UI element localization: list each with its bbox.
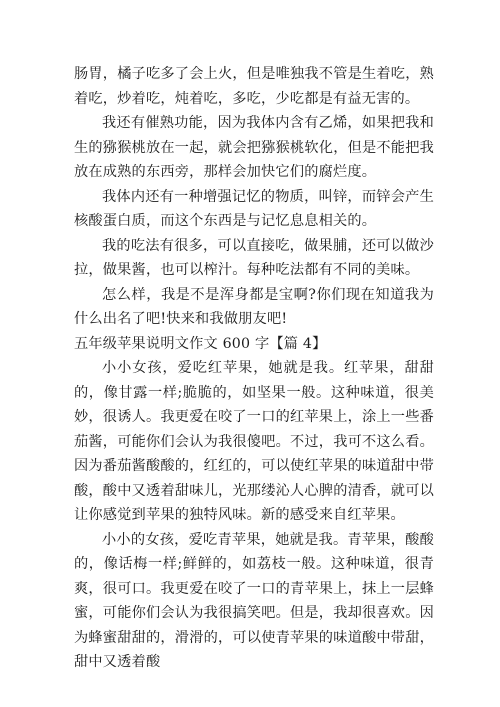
paragraph-eating-methods: 我的吃法有很多，可以直接吃，做果脯，还可以做沙拉，做果酱，也可以榨汁。每种吃法都有不同的美味。 <box>74 237 434 278</box>
section-heading: 五年级苹果说明文作文 600 字【篇 4】 <box>74 335 327 352</box>
paragraph-ripening: 我还有催熟功能，因为我体内含有乙烯，如果把我和生的猕猴桃放在一起，就会把猕猴桃软化，但是不能把我放在成熟的东西旁，那样会加快它们的腐烂度。 <box>74 115 434 180</box>
paragraph-green-apple: 小小的女孩，爱吃青苹果，她就是我。青苹果，酸酸的，像话梅一样;鲜鲜的，如荔枝一般。这种味道，很青爽，很可口。我更爱在咬了一口的青苹果上，抹上一层蜂蜜，可能你们会认为我很搞笑吧。但是，我却很喜欢。因为蜂蜜甜甜的，滑滑的，可以使青苹果的味道酸中带甜，甜中又透着酸 <box>74 531 434 670</box>
paragraph-zinc: 我体内还有一种增强记忆的物质，叫锌，而锌会产生核酸蛋白质，而这个东西是与记忆息息相关的。 <box>74 188 434 229</box>
paragraph-conclusion: 怎么样，我是不是浑身都是宝啊?你们现在知道我为什么出名了吧!快来和我做朋友吧! <box>74 286 434 327</box>
paragraph-red-apple: 小小女孩，爱吃红苹果，她就是我。红苹果，甜甜的，像甘露一样;脆脆的，如坚果一般。这种味道，很美妙，很诱人。我更爱在咬了一口的红苹果上，涂上一些番茄酱，可能你们会认为我很傻吧。不过，我可不这么看。因为番茄酱酸酸的，红红的，可以使红苹果的味道甜中带酸，酸中又透着甜味儿，光那缕沁人心脾的清香，就可以让你感觉到苹果的独特风味。新的感受来自红苹果。 <box>74 360 434 523</box>
paragraph-continuation: 肠胃，橘子吃多了会上火，但是唯独我不管是生着吃，熟着吃，炒着吃，炖着吃，多吃，少吃都是有益无害的。 <box>74 66 434 107</box>
document-body <box>74 62 434 675</box>
